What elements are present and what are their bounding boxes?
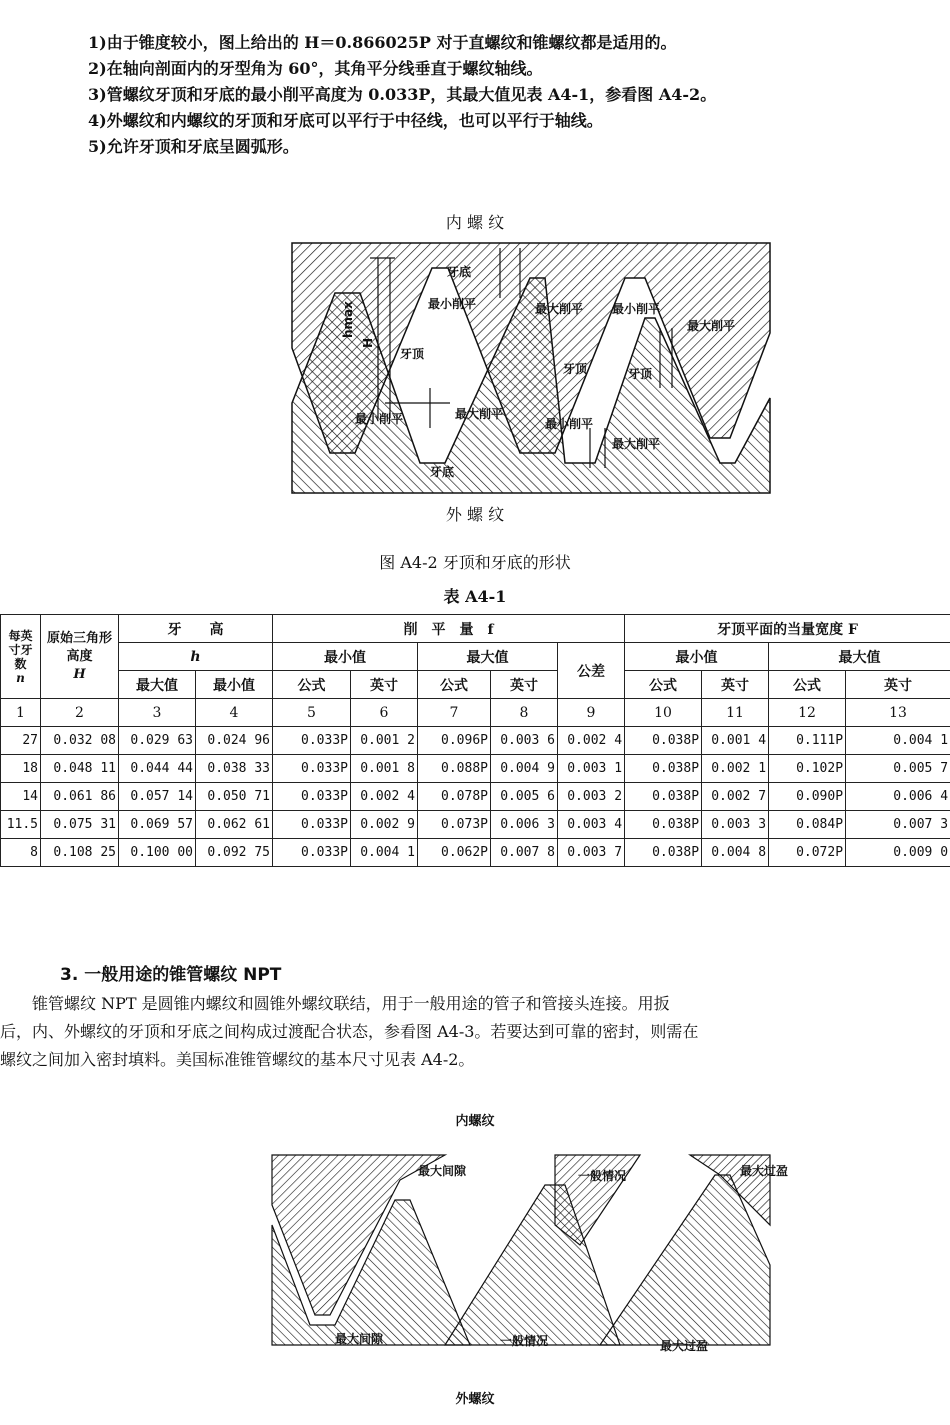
fig1-min-trunc-4: 最小削平 xyxy=(545,417,594,431)
table-cell: 0.009 0 xyxy=(846,839,950,867)
header-inch: 英寸 xyxy=(491,671,558,699)
figure2-bottom-label: 外螺纹 xyxy=(455,1392,495,1407)
col-number: 3 xyxy=(119,699,196,727)
figure1-top-label: 内 螺 纹 xyxy=(445,213,505,232)
col-number: 10 xyxy=(625,699,702,727)
note-1: 1)由于锥度较小，图上给出的 H＝0.866025P 对于直螺纹和锥螺纹都是适用的。 xyxy=(88,33,677,52)
fig2-top-3: 最大过盈 xyxy=(740,1164,789,1178)
fig1-min-trunc-1: 最小削平 xyxy=(428,297,477,311)
fig1-crest-2: 牙顶 xyxy=(563,362,588,376)
section-title: 3. 一般用途的锥管螺纹 NPT xyxy=(60,965,282,985)
table-cell: 0.007 3 xyxy=(846,811,950,839)
fig1-crest-1: 牙顶 xyxy=(400,347,425,361)
note-2: 2)在轴向剖面内的牙型角为 60°，其角平分线垂直于螺纹轴线。 xyxy=(88,59,543,78)
table-cell: 27 xyxy=(1,727,41,755)
table-cell: 11.5 xyxy=(1,811,41,839)
col-number: 7 xyxy=(418,699,491,727)
table-cell: 0.002 9 xyxy=(351,811,418,839)
table-cell: 0.001 2 xyxy=(351,727,418,755)
header-formula: 公式 xyxy=(273,671,351,699)
table-cell: 0.088P xyxy=(418,755,491,783)
header-F: 牙顶平面的当量宽度 F xyxy=(625,615,950,643)
table-cell: 0.069 57 xyxy=(119,811,196,839)
table-body xyxy=(1,727,950,867)
header-formula: 公式 xyxy=(418,671,491,699)
table-cell: 0.004 1 xyxy=(351,839,418,867)
fig1-max-trunc-3: 最大削平 xyxy=(455,407,504,421)
table-cell: 0.061 86 xyxy=(41,783,119,811)
table-cell: 0.038P xyxy=(625,839,702,867)
table-cell: 0.024 96 xyxy=(196,727,273,755)
table-cell: 0.033P xyxy=(273,755,351,783)
table-cell: 8 xyxy=(1,839,41,867)
header-F-max: 最大值 xyxy=(769,643,950,671)
fig1-root-bottom: 牙底 xyxy=(430,465,455,479)
table-cell: 0.038P xyxy=(625,727,702,755)
table-cell: 0.038P xyxy=(625,811,702,839)
table-cell: 0.004 8 xyxy=(702,839,769,867)
table-cell: 0.003 7 xyxy=(558,839,625,867)
table-cell: 18 xyxy=(1,755,41,783)
table-cell: 0.029 63 xyxy=(119,727,196,755)
table-title: 表 A4-1 xyxy=(443,587,507,606)
table-cell: 0.006 4 xyxy=(846,783,950,811)
fig1-min-trunc-3: 最小削平 xyxy=(355,412,404,426)
fig1-min-trunc-2: 最小削平 xyxy=(612,302,661,316)
table-cell: 0.001 4 xyxy=(702,727,769,755)
header-tol: 公差 xyxy=(558,643,625,699)
notes-list xyxy=(88,30,938,160)
table-row xyxy=(1,839,950,867)
header-f-max: 最大值 xyxy=(418,643,558,671)
fig2-bot-1: 最大间隙 xyxy=(335,1332,384,1346)
table-cell: 0.111P xyxy=(769,727,846,755)
fig2-bot-3: 最大过盈 xyxy=(660,1339,709,1353)
table-cell: 14 xyxy=(1,783,41,811)
col-number: 9 xyxy=(558,699,625,727)
table-cell: 0.092 75 xyxy=(196,839,273,867)
column-number-row xyxy=(1,699,950,727)
fig2-top-2: 一般情况 xyxy=(578,1169,627,1183)
table-cell: 0.002 1 xyxy=(702,755,769,783)
table-row xyxy=(1,811,950,839)
table-cell: 0.003 6 xyxy=(491,727,558,755)
table-cell: 0.004 1 xyxy=(846,727,950,755)
table-cell: 0.032 08 xyxy=(41,727,119,755)
header-h-max: 最大值 xyxy=(119,671,196,699)
table-cell: 0.062P xyxy=(418,839,491,867)
table-cell: 0.084P xyxy=(769,811,846,839)
table-cell: 0.003 3 xyxy=(702,811,769,839)
table-cell: 0.057 14 xyxy=(119,783,196,811)
col-number: 12 xyxy=(769,699,846,727)
header-formula: 公式 xyxy=(769,671,846,699)
figure-a4-3 xyxy=(0,1110,950,1420)
table-cell: 0.003 2 xyxy=(558,783,625,811)
table-cell: 0.090P xyxy=(769,783,846,811)
fig1-hmax: hmax xyxy=(341,301,355,338)
header-f: 削 平 量 f xyxy=(273,615,625,643)
table-cell: 0.006 3 xyxy=(491,811,558,839)
para-line-3: 螺纹之间加入密封填料。美国标准锥管螺纹的基本尺寸见表 A4-2。 xyxy=(0,1050,475,1069)
table-cell: 0.102P xyxy=(769,755,846,783)
fig1-max-trunc-4: 最大削平 xyxy=(612,437,661,451)
figure1-caption: 图 A4-2 牙顶和牙底的形状 xyxy=(379,553,571,572)
header-n: 每英寸牙数 n xyxy=(1,615,41,699)
table-a4-1 xyxy=(0,614,950,867)
col-number: 5 xyxy=(273,699,351,727)
table-cell: 0.003 1 xyxy=(558,755,625,783)
para-line-1: 锥管螺纹 NPT 是圆锥内螺纹和圆锥外螺纹联结，用于一般用途的管子和管接头连接。用扳 xyxy=(0,994,670,1013)
header-h-min: 最小值 xyxy=(196,671,273,699)
table-row xyxy=(1,727,950,755)
fig1-H: H xyxy=(361,337,375,348)
fig1-root-top: 牙底 xyxy=(447,265,472,279)
table-cell: 0.038P xyxy=(625,755,702,783)
header-h: 牙 高 xyxy=(119,615,273,643)
table-cell: 0.072P xyxy=(769,839,846,867)
table-cell: 0.078P xyxy=(418,783,491,811)
thread-diagram-1 xyxy=(0,238,950,528)
figure1-bottom-label: 外 螺 纹 xyxy=(445,505,505,524)
table-cell: 0.001 8 xyxy=(351,755,418,783)
col-number: 11 xyxy=(702,699,769,727)
table-cell: 0.007 8 xyxy=(491,839,558,867)
table-cell: 0.004 9 xyxy=(491,755,558,783)
table-cell: 0.002 4 xyxy=(558,727,625,755)
figure2-top-label: 内螺纹 xyxy=(455,1114,495,1129)
header-inch: 英寸 xyxy=(702,671,769,699)
table-cell: 0.038P xyxy=(625,783,702,811)
table-cell: 0.073P xyxy=(418,811,491,839)
fig1-max-trunc-2: 最大削平 xyxy=(687,319,736,333)
table-cell: 0.075 31 xyxy=(41,811,119,839)
table-cell: 0.038 33 xyxy=(196,755,273,783)
header-inch: 英寸 xyxy=(351,671,418,699)
header-f-min: 最小值 xyxy=(273,643,418,671)
header-inch: 英寸 xyxy=(846,671,950,699)
note-3: 3)管螺纹牙顶和牙底的最小削平高度为 0.033P，其最大值见表 A4-1，参看图 A4-2。 xyxy=(88,85,717,104)
table-cell: 0.108 25 xyxy=(41,839,119,867)
fig2-bot-2: 一般情况 xyxy=(500,1334,549,1348)
fig1-crest-3: 牙顶 xyxy=(628,367,653,381)
col-number: 2 xyxy=(41,699,119,727)
table-cell: 0.033P xyxy=(273,839,351,867)
col-number: 13 xyxy=(846,699,950,727)
table-row xyxy=(1,783,950,811)
col-number: 4 xyxy=(196,699,273,727)
table-cell: 0.033P xyxy=(273,783,351,811)
fig2-top-1: 最大间隙 xyxy=(418,1164,467,1178)
table-cell: 0.096P xyxy=(418,727,491,755)
header-F-min: 最小值 xyxy=(625,643,769,671)
table-row xyxy=(1,755,950,783)
table-cell: 0.033P xyxy=(273,727,351,755)
section-paragraph xyxy=(0,990,950,1074)
table-cell: 0.005 7 xyxy=(846,755,950,783)
header-h-sym: h xyxy=(119,643,273,671)
table-cell: 0.002 7 xyxy=(702,783,769,811)
table-cell: 0.003 4 xyxy=(558,811,625,839)
table-cell: 0.050 71 xyxy=(196,783,273,811)
col-number: 8 xyxy=(491,699,558,727)
thread-diagram-2 xyxy=(0,1145,950,1375)
note-5: 5)允许牙顶和牙底呈圆弧形。 xyxy=(88,137,299,156)
table-cell: 0.100 00 xyxy=(119,839,196,867)
fig1-max-trunc-1: 最大削平 xyxy=(535,302,584,316)
table-cell: 0.002 4 xyxy=(351,783,418,811)
header-formula: 公式 xyxy=(625,671,702,699)
table-cell: 0.033P xyxy=(273,811,351,839)
header-H: 原始三角形高度 H xyxy=(41,615,119,699)
table-cell: 0.005 6 xyxy=(491,783,558,811)
figure-a4-2 xyxy=(0,210,950,580)
para-line-2: 后，内、外螺纹的牙顶和牙底之间构成过渡配合状态，参看图 A4-3。若要达到可靠的密封，则需在 xyxy=(0,1022,699,1041)
table-cell: 0.044 44 xyxy=(119,755,196,783)
col-number: 1 xyxy=(1,699,41,727)
table-cell: 0.048 11 xyxy=(41,755,119,783)
note-4: 4)外螺纹和内螺纹的牙顶和牙底可以平行于中径线，也可以平行于轴线。 xyxy=(88,111,603,130)
table-cell: 0.062 61 xyxy=(196,811,273,839)
col-number: 6 xyxy=(351,699,418,727)
